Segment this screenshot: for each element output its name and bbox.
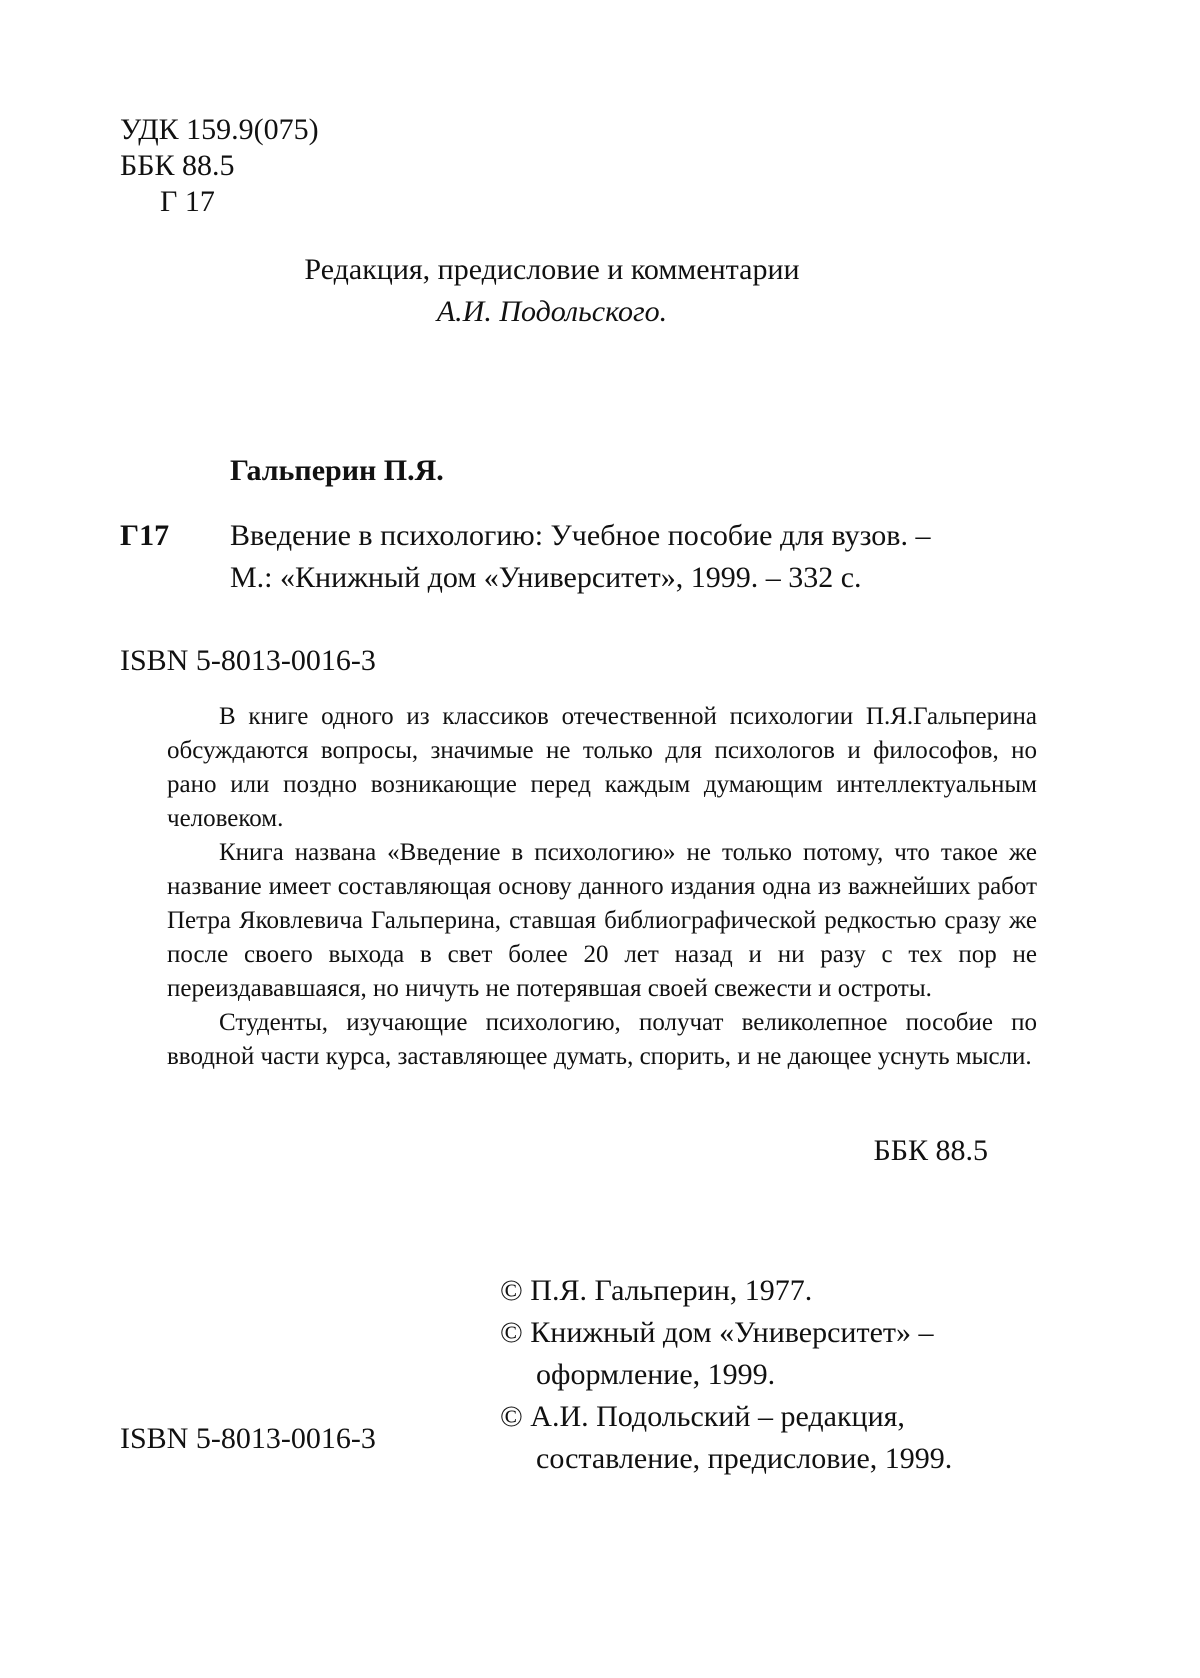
copyright-editor: © А.И. Подольский – редакция,: [500, 1400, 905, 1433]
copyright-publisher: © Книжный дом «Университет» –: [500, 1316, 934, 1349]
abstract-paragraph-1: В книге одного из классиков отечественной психологии П.Я.Гальперина обсуждаются вопросы, значимые не только для психологов и философов, но рано или поздно возникающие перед каждым думающим интеллектуальным человеком.: [167, 703, 1037, 832]
entry-mark: Г17: [120, 519, 170, 552]
bbk-code: ББК 88.5: [120, 149, 235, 182]
copyright-publisher-cont: оформление, 1999.: [536, 1358, 776, 1391]
copyright-editor-cont: составление, предисловие, 1999.: [536, 1442, 953, 1475]
isbn-bottom: ISBN 5-8013-0016-3: [120, 1422, 376, 1455]
bbk-right: ББК 88.5: [873, 1134, 988, 1167]
abstract-paragraph-2: Книга названа «Введение в психологию» не только потому, что такое же название имеет составляющая основу данного издания одна из важнейших работ Петра Яковлевича Гальперина, ставшая библиографической редкостью сразу же после своего выхода в свет более 20 лет назад и ни разу с тех пор не переиздававшаяся, но ничуть не потерявшая своей свежести и остроты.: [167, 839, 1037, 1002]
abstract: [167, 700, 1037, 1074]
copyright-author: © П.Я. Гальперин, 1977.: [500, 1274, 813, 1307]
editor-line: Редакция, предисловие и комментарии: [304, 253, 800, 286]
entry-publisher-line: М.: «Книжный дом «Университет», 1999. – 332 с.: [230, 561, 862, 594]
author-mark: Г 17: [160, 185, 215, 218]
editor-name: А.И. Подольского.: [436, 295, 668, 328]
entry-title-line: Введение в психологию: Учебное пособие для вузов. –: [230, 519, 931, 552]
abstract-paragraph-3: Студенты, изучающие психологию, получат великолепное пособие по вводной части курса, заставляющее думать, спорить, и не дающее уснуть мысли.: [167, 1009, 1037, 1070]
author-heading: Гальперин П.Я.: [230, 454, 444, 487]
isbn-top: ISBN 5-8013-0016-3: [120, 644, 376, 677]
copyright-block: [500, 1270, 952, 1480]
udk-code: УДК 159.9(075): [120, 113, 319, 146]
